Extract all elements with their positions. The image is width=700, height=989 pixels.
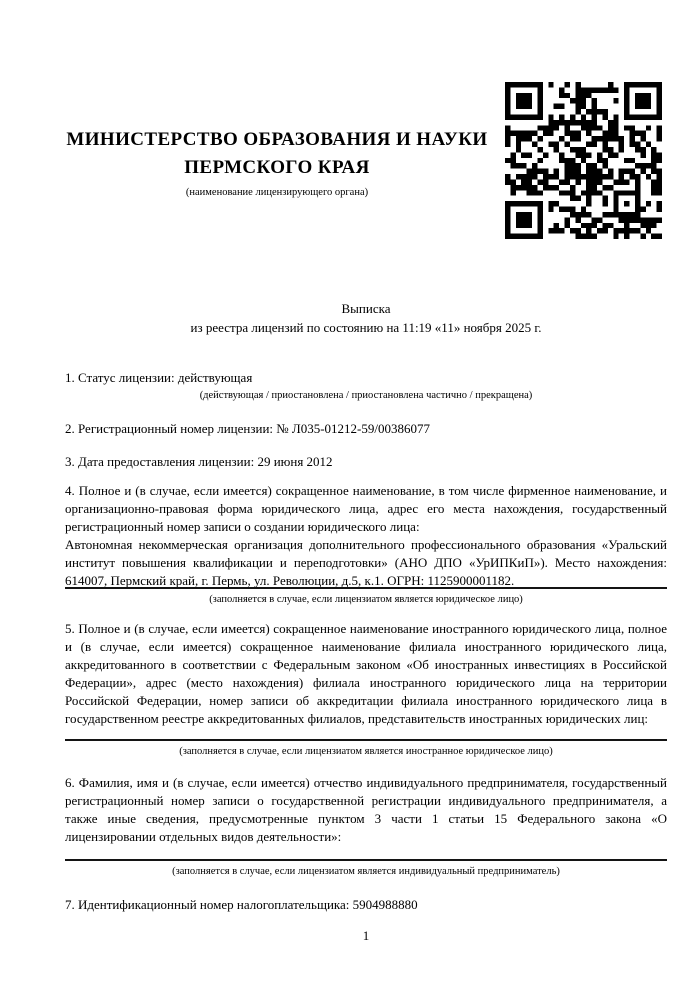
taxpayer-id-line: 7. Идентификационный номер налогоплательщика: 5904988880 xyxy=(65,897,418,912)
entrepreneur-caption: (заполняется в случае, если лицензиатом является индивидуальный предприниматель) xyxy=(172,866,560,877)
foreign-entity-caption: (заполняется в случае, если лицензиатом является иностранное юридическое лицо) xyxy=(179,746,553,757)
legal-entity-caption: (заполняется в случае, если лицензиатом является юридическое лицо) xyxy=(209,594,523,605)
licensing-authority-caption: (наименование лицензирующего органа) xyxy=(185,187,369,198)
separator-line-entrepreneur xyxy=(65,859,667,861)
status-options-caption: (действующая / приостановлена / приостановлена частично / прекращена) xyxy=(199,390,533,401)
foreign-entity-label: 5. Полное и (в случае, если имеется) сокращенное наименование иностранного юридического лица, полное и (в случае, если имеется) сокращенное наименование филиала иностранного юридического лица, аккредитованного в соответствии с Федеральным законом «Об иностранных инвестициях в Российской Федерации», адрес (место нахождения) филиала иностранного юридического лица на территории Российской Федерации, номер записи об аккредитации филиала иностранного юридического лица в государственном реестре аккредитованных филиалов, представительств иностранных юридических лиц: xyxy=(65,621,667,726)
document-title-block xyxy=(65,300,667,337)
qr-code-icon xyxy=(505,82,662,239)
document-subtitle: из реестра лицензий по состоянию на 11:19 «11» ноября 2025 г. xyxy=(190,319,542,335)
separator-line-legal-entity xyxy=(65,587,667,589)
registration-number-line: 2. Регистрационный номер лицензии: № Л035-01212-59/00386077 xyxy=(65,421,431,436)
page-number: 1 xyxy=(362,928,370,943)
document-title: Выписка xyxy=(341,301,391,316)
legal-entity-section xyxy=(65,482,667,590)
ministry-name-line1: МИНИСТЕРСТВО ОБРАЗОВАНИЯ И НАУКИ xyxy=(66,129,488,150)
entrepreneur-label: 6. Фамилия, имя и (в случае, если имеется) отчество индивидуального предпринимателя, государственный регистрационный номер записи о государственной регистрации индивидуального предпринимателя, а также иные сведения, предусмотренные пунктом 3 части 1 статьи 15 Федерального закона «О лицензировании отдельных видов деятельности»: xyxy=(65,775,667,844)
legal-entity-value: Автономная некоммерческая организация дополнительного профессионального образования «Уральский институт повышения квалификации и переподготовки» (АНО ДПО «УрИПКиП»). Место нахождения: 614007, Пермский край, г. Пермь, ул. Революции, д.5, к.1. ОГРН: 1125900001182. xyxy=(65,537,667,588)
grant-date-line: 3. Дата предоставления лицензии: 29 июня 2012 xyxy=(65,454,333,469)
header-block xyxy=(65,126,489,199)
separator-line-foreign-entity xyxy=(65,739,667,741)
license-status-line: 1. Статус лицензии: действующая xyxy=(65,370,253,385)
ministry-name-line2: ПЕРМСКОГО КРАЯ xyxy=(184,157,370,178)
legal-entity-label: 4. Полное и (в случае, если имеется) сокращенное наименование, в том числе фирменное наименование, и организационно-правовая форма юридического лица, адрес его места нахождения, государственный регистрационный номер записи о создании юридического лица: xyxy=(65,483,667,534)
